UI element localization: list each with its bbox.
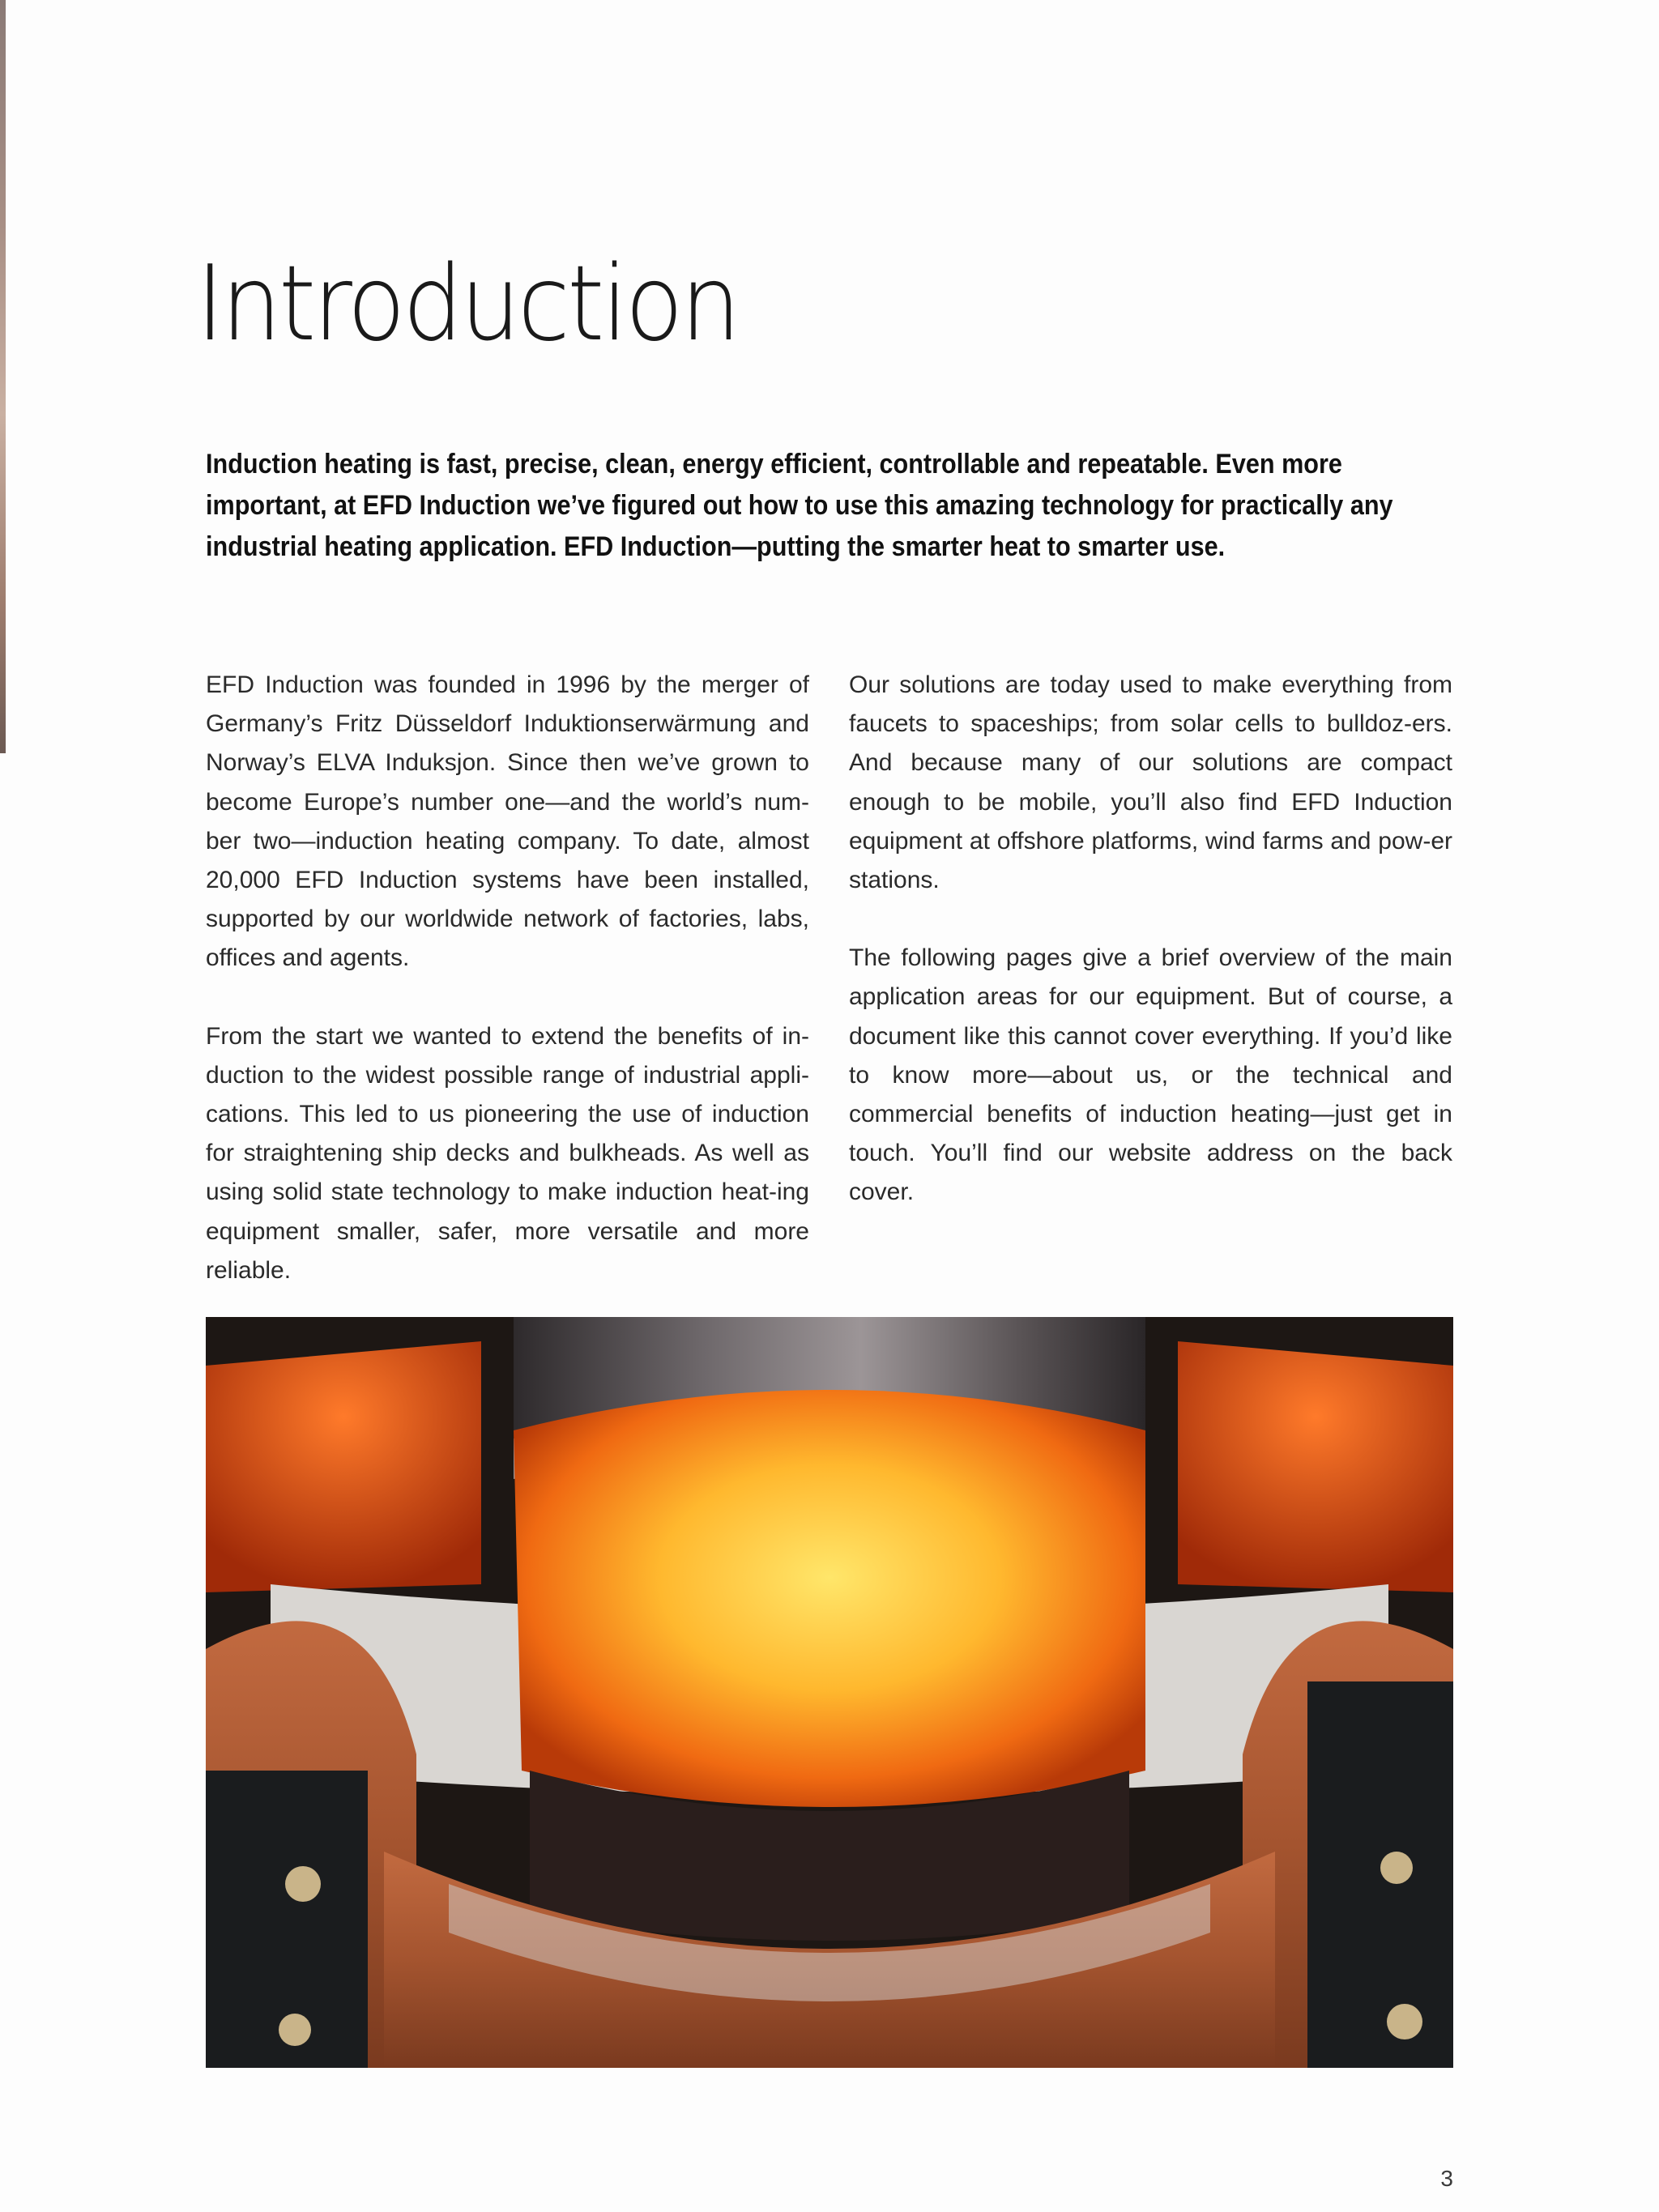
coil-inner-glow-left — [206, 1341, 481, 1592]
screw-icon — [1380, 1852, 1413, 1884]
page-title: Introduction — [196, 244, 738, 364]
bracket-right — [1307, 1681, 1453, 2068]
lead-paragraph: Induction heating is fast, precise, clean, energy efficient, controllable and repeatable. Even more important, at EFD Induction we’ve figured out how to use this amazing technology for practically any industrial heating application. EFD Induction—putting the smarter heat to smarter use. — [206, 449, 1393, 562]
body-paragraph: EFD Induction was founded in 1996 by the merger of Germany’s Fritz Düsseldorf Induktionserwärmung and Norway’s ELVA Induksjon. Since then we’ve grown to become Europe’s number one—and the world’s num-ber two—induction heating company. To date, almost 20,000 EFD Induction systems have been installed, supported by our worldwide network of factories, labs, offices and agents. — [206, 671, 809, 972]
coil-inner-glow-right — [1178, 1341, 1453, 1592]
body-paragraph: From the start we wanted to extend the benefits of in-duction to the widest possible range of industrial appli-cations. This led to us pioneering the use of induction for straightening ship decks and bulkheads. As well as using solid state technology to make induction heat-ing equipment smaller, safer, more versatile and more reliable. — [206, 1022, 809, 1284]
screw-icon — [1387, 2004, 1422, 2039]
body-paragraph: Our solutions are today used to make everything from faucets to spaceships; from solar cells to bulldoz-ers. And because many of our solutions are compact enough to be mobile, you’ll also find EFD Induction equipment at offshore platforms, wind farms and pow-er stations. — [849, 671, 1452, 894]
right-column — [849, 666, 1452, 1251]
glowing-heated-zone — [514, 1390, 1145, 1807]
induction-coil-illustration — [206, 1317, 1453, 2068]
left-column — [206, 666, 809, 1329]
page-edge-strip — [0, 0, 6, 753]
screw-icon — [285, 1866, 321, 1902]
induction-coil-photo — [206, 1317, 1453, 2068]
screw-icon — [279, 2014, 311, 2046]
page-number: 3 — [1440, 2166, 1453, 2191]
body-paragraph: The following pages give a brief overview of the main application areas for our equipment. But of course, a document like this cannot cover everything. If you’d like to know more—about us, or the technical and commercial benefits of induction heating—just get in touch. You’ll find our website address on the back cover. — [849, 944, 1452, 1206]
